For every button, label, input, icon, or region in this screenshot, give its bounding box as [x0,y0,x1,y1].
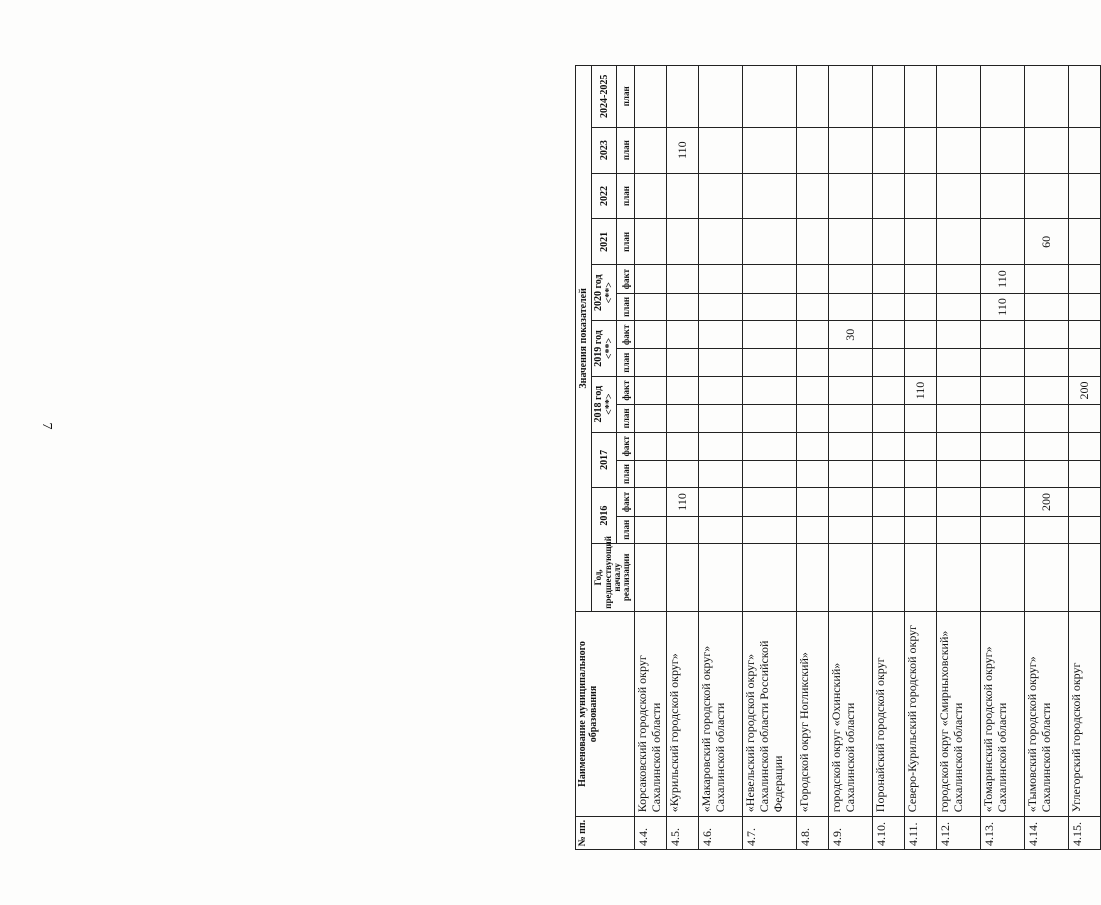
value-cell [797,376,829,404]
value-cell [635,349,667,376]
value-cell [905,516,937,543]
value-cell [1069,265,1101,293]
value-cell [905,432,937,460]
header-year-2017: 2017 [592,432,617,488]
value-cell [743,349,797,376]
value-cell [635,293,667,320]
value-cell: 110 [667,488,699,516]
table-row [743,66,797,850]
header-name: Наименование муниципального образования [576,611,635,817]
value-cell [829,432,873,460]
value-cell [937,265,981,293]
value-cell [937,376,981,404]
value-cell [667,349,699,376]
value-cell [743,127,797,173]
value-cell [699,543,743,611]
row-number: 4.11. [905,817,937,850]
value-cell [1025,543,1069,611]
value-cell: 60 [1025,219,1069,265]
value-cell: 110 [905,376,937,404]
value-cell [905,265,937,293]
value-cell [937,66,981,128]
municipality-name: «Городской округ Ногликский» [797,611,829,817]
value-cell [635,460,667,487]
value-cell [937,173,981,219]
municipality-name: Поронайский городской округ [873,611,905,817]
value-cell [873,293,905,320]
value-cell: 200 [1025,488,1069,516]
value-cell [1025,516,1069,543]
value-cell [667,432,699,460]
value-cell [981,405,1025,432]
value-cell [981,349,1025,376]
value-cell [1025,293,1069,320]
header-god: Год, предшествующий началу реализации [592,543,635,611]
value-cell [1025,127,1069,173]
municipality-name: «Курильский городской округ» [667,611,699,817]
value-cell [1069,66,1101,128]
value-cell [905,127,937,173]
value-cell [743,265,797,293]
value-cell [937,488,981,516]
header-fakt: факт [617,321,635,349]
value-cell [1025,173,1069,219]
header-fakt: факт [617,488,635,516]
header-year-2023: 2023 [592,127,617,173]
value-cell [905,543,937,611]
value-cell: 110 [981,265,1025,293]
value-cell [635,376,667,404]
table-row [905,66,937,850]
value-cell [667,66,699,128]
value-cell [1069,516,1101,543]
value-cell [699,488,743,516]
value-cell [797,349,829,376]
value-cell [1025,376,1069,404]
row-number: 4.15. [1069,817,1101,850]
value-cell [873,488,905,516]
value-cell [743,376,797,404]
municipality-name: «Невельский городской округ» Сахалинской области Российской Федерации [743,611,797,817]
value-cell [905,405,937,432]
value-cell [829,219,873,265]
value-cell [635,543,667,611]
value-cell [981,432,1025,460]
value-cell [873,543,905,611]
value-cell [797,405,829,432]
value-cell [1069,349,1101,376]
value-cell [797,488,829,516]
indicators-table [575,65,1101,850]
table-row [797,66,829,850]
value-cell [937,405,981,432]
table-row [635,66,667,850]
row-number: 4.12. [937,817,981,850]
value-cell [797,265,829,293]
municipality-name: «Томаринский городской округ» Сахалинской области [981,611,1025,817]
header-fakt: факт [617,376,635,404]
value-cell [873,460,905,487]
header-plan: план [617,127,635,173]
value-cell [797,432,829,460]
value-cell [981,321,1025,349]
value-cell [829,516,873,543]
value-cell [905,173,937,219]
value-cell: 30 [829,321,873,349]
value-cell [937,516,981,543]
header-plan: план [617,516,635,543]
value-cell [1069,432,1101,460]
header-plan: план [617,349,635,376]
value-cell [1069,173,1101,219]
value-cell [937,321,981,349]
value-cell [905,219,937,265]
header-year-2020: 2020 год <**> [592,265,617,321]
value-cell [981,516,1025,543]
value-cell [981,219,1025,265]
value-cell [905,321,937,349]
value-cell [1069,219,1101,265]
table-row [1069,66,1101,850]
value-cell [699,293,743,320]
value-cell [829,66,873,128]
value-cell [873,173,905,219]
value-cell [829,460,873,487]
value-cell [1069,405,1101,432]
rotated-table-wrapper [575,65,1094,850]
value-cell [743,219,797,265]
header-year-2016: 2016 [592,488,617,544]
row-number: 4.10. [873,817,905,850]
value-cell [937,293,981,320]
row-number: 4.8. [797,817,829,850]
header-plan: план [617,293,635,320]
value-cell [981,488,1025,516]
value-cell [873,432,905,460]
value-cell [797,321,829,349]
value-cell [1069,488,1101,516]
value-cell [873,516,905,543]
value-cell [937,349,981,376]
row-number: 4.13. [981,817,1025,850]
header-values: Значения показателей [576,66,592,612]
value-cell [667,173,699,219]
municipality-name: «Макаровский городской округ» Сахалинской области [699,611,743,817]
value-cell [743,66,797,128]
value-cell [829,488,873,516]
value-cell [981,173,1025,219]
value-cell: 110 [981,293,1025,320]
value-cell [981,460,1025,487]
value-cell [873,265,905,293]
value-cell [1025,460,1069,487]
header-fakt: факт [617,265,635,293]
value-cell [937,460,981,487]
value-cell [829,376,873,404]
value-cell [797,460,829,487]
value-cell [1069,321,1101,349]
row-number: 4.7. [743,817,797,850]
value-cell [699,219,743,265]
table-body [635,66,1101,850]
value-cell [667,516,699,543]
value-cell [1025,66,1069,128]
value-cell [829,293,873,320]
value-cell [667,460,699,487]
row-number: 4.5. [667,817,699,850]
row-number: 4.14. [1025,817,1069,850]
value-cell [981,376,1025,404]
value-cell [743,321,797,349]
value-cell [905,66,937,128]
value-cell [743,405,797,432]
value-cell [667,265,699,293]
header-plan: план [617,66,635,128]
table-row [1025,66,1069,850]
value-cell [635,488,667,516]
value-cell [829,405,873,432]
header-plan: план [617,219,635,265]
value-cell [1025,265,1069,293]
value-cell [635,127,667,173]
header-year-2019: 2019 год <**> [592,321,617,377]
table-row [981,66,1025,850]
value-cell [667,321,699,349]
value-cell [873,405,905,432]
value-cell [699,127,743,173]
value-cell [635,321,667,349]
header-fakt: факт [617,432,635,460]
value-cell [743,173,797,219]
value-cell [743,516,797,543]
row-number: 4.9. [829,817,873,850]
municipality-name: Корсаковский городской округ Сахалинской области [635,611,667,817]
table-row [937,66,981,850]
value-cell [873,321,905,349]
value-cell [797,219,829,265]
row-number: 4.6. [699,817,743,850]
value-cell [829,265,873,293]
row-number: 4.4. [635,817,667,850]
value-cell [797,127,829,173]
value-cell [699,66,743,128]
value-cell [797,293,829,320]
value-cell [667,219,699,265]
value-cell: 200 [1069,376,1101,404]
value-cell [1025,349,1069,376]
value-cell [699,265,743,293]
value-cell [743,488,797,516]
value-cell [667,405,699,432]
value-cell [699,376,743,404]
value-cell [873,127,905,173]
value-cell [937,432,981,460]
value-cell [1069,293,1101,320]
value-cell [743,543,797,611]
value-cell [829,543,873,611]
header-year-2024-2025: 2024-2025 [592,66,617,128]
municipality-name: городской округ «Охинский» Сахалинской области [829,611,873,817]
table-row [829,66,873,850]
value-cell [1069,543,1101,611]
value-cell [1025,321,1069,349]
value-cell [797,543,829,611]
value-cell [1069,460,1101,487]
value-cell: 110 [667,127,699,173]
value-cell [635,173,667,219]
table-row [873,66,905,850]
value-cell [635,219,667,265]
value-cell [699,405,743,432]
value-cell [905,293,937,320]
municipality-name: Северо-Курильский городской округ [905,611,937,817]
header-year-2018: 2018 год <**> [592,376,617,432]
value-cell [981,66,1025,128]
municipality-name: городской округ «Смирныховский» Сахалинской области [937,611,981,817]
municipality-name: «Тымовский городской округ» Сахалинской области [1025,611,1069,817]
value-cell [905,460,937,487]
header-number: № пп. [576,817,635,850]
value-cell [981,543,1025,611]
header-plan: план [617,460,635,487]
value-cell [699,349,743,376]
value-cell [743,460,797,487]
value-cell [873,376,905,404]
value-cell [699,432,743,460]
value-cell [905,349,937,376]
value-cell [667,293,699,320]
value-cell [797,516,829,543]
value-cell [699,516,743,543]
value-cell [905,488,937,516]
table-row [667,66,699,850]
value-cell [829,127,873,173]
value-cell [743,432,797,460]
value-cell [873,349,905,376]
value-cell [699,321,743,349]
value-cell [1025,432,1069,460]
value-cell [1025,405,1069,432]
value-cell [829,349,873,376]
header-year-2021: 2021 [592,219,617,265]
value-cell [873,66,905,128]
value-cell [981,127,1025,173]
value-cell [937,219,981,265]
value-cell [797,66,829,128]
value-cell [797,173,829,219]
value-cell [937,127,981,173]
header-plan: план [617,173,635,219]
value-cell [699,460,743,487]
value-cell [699,173,743,219]
header-plan: план [617,405,635,432]
value-cell [1069,127,1101,173]
value-cell [873,219,905,265]
value-cell [829,173,873,219]
value-cell [743,293,797,320]
value-cell [937,543,981,611]
value-cell [635,432,667,460]
value-cell [667,376,699,404]
value-cell [635,405,667,432]
municipality-name: Углегорский городской округ [1069,611,1101,817]
value-cell [635,265,667,293]
table-row [699,66,743,850]
header-year-2022: 2022 [592,173,617,219]
value-cell [635,516,667,543]
value-cell [667,543,699,611]
page-number: 7 [39,422,54,430]
value-cell [635,66,667,128]
